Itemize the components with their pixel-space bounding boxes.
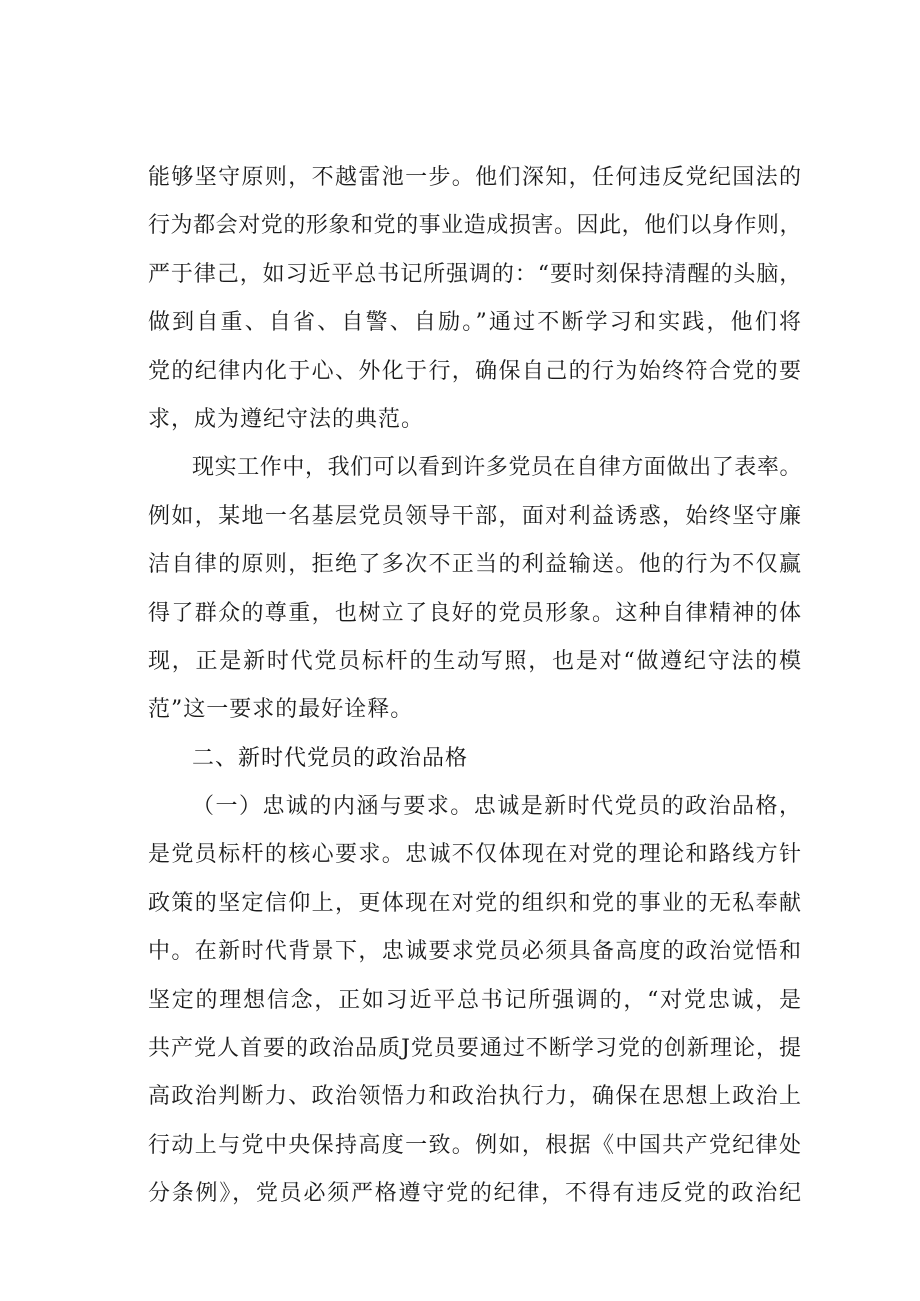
- text-line: 是党员标杆的核心要求。忠诚不仅体现在对党的理论和路线方针: [148, 842, 802, 868]
- text-line: 现，正是新时代党员标杆的生动写照，也是对“做遵纪守法的模: [148, 648, 802, 674]
- text-line: 范”这一要求的最好诠释。: [148, 697, 414, 723]
- text-line: 现实工作中，我们可以看到许多党员在自律方面做出了表率。: [192, 455, 802, 481]
- text-line: 分条例》，党员必须严格遵守党的纪律，不得有违反党的政治纪: [148, 1181, 802, 1207]
- text-line: 行动上与党中央保持高度一致。例如，根据《中国共产党纪律处: [148, 1132, 802, 1158]
- text-line: （一）忠诚的内涵与要求。忠诚是新时代党员的政治品格，: [192, 794, 802, 820]
- text-line: 中。在新时代背景下，忠诚要求党员必须具备高度的政治觉悟和: [148, 939, 802, 965]
- text-line: 高政治判断力、政治领悟力和政治执行力，确保在思想上政治上: [148, 1084, 802, 1110]
- text-line: 做到自重、自省、自警、自励。”通过不断学习和实践，他们将: [148, 310, 802, 336]
- text-line: 行为都会对党的形象和党的事业造成损害。因此，他们以身作则，: [148, 213, 802, 239]
- text-line: 严于律己，如习近平总书记所强调的：“要时刻保持清醒的头脑，: [148, 261, 802, 287]
- document-body: [148, 154, 802, 1219]
- text-line: 求，成为遵纪守法的典范。: [148, 406, 425, 432]
- text-line: 共产党人首要的政治品质J党员要通过不断学习党的创新理论，提: [148, 1036, 802, 1062]
- section-heading: 二、新时代党员的政治品格: [192, 745, 469, 771]
- text-line: 能够坚守原则，不越雷池一步。他们深知，任何违反党纪国法的: [148, 165, 802, 190]
- text-line: 得了群众的尊重，也树立了良好的党员形象。这种自律精神的体: [148, 600, 802, 626]
- text-line: 例如，某地一名基层党员领导干部，面对利益诱惑，始终坚守廉: [148, 503, 802, 529]
- text-line: 党的纪律内化于心、外化于行，确保自己的行为始终符合党的要: [148, 358, 802, 384]
- text-line: 坚定的理想信念，正如习近平总书记所强调的，“对党忠诚，是: [148, 987, 802, 1013]
- text-line: 洁自律的原则，拒绝了多次不正当的利益输送。他的行为不仅赢: [148, 552, 802, 578]
- text-line: 政策的坚定信仰上，更体现在对党的组织和党的事业的无私奉献: [148, 890, 802, 916]
